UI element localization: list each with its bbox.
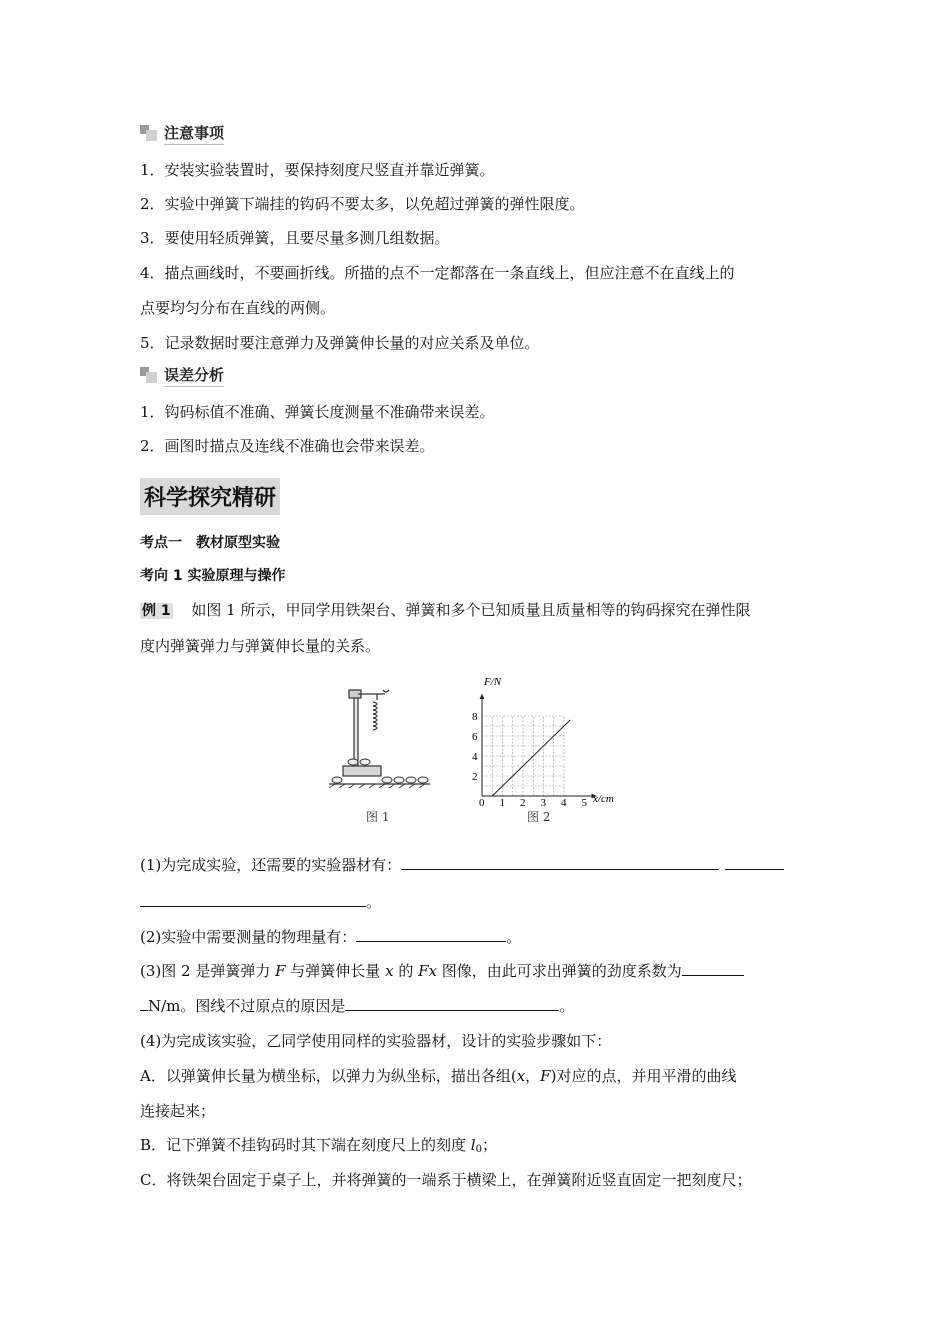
answer-blank[interactable] (725, 855, 784, 870)
section-header-notes (140, 122, 224, 144)
section-header-errors (140, 364, 224, 386)
answer-blank[interactable] (140, 892, 366, 907)
var-l: l (470, 1136, 476, 1154)
error-item: 1．钩码标值不准确、弹簧长度测量不准确带来误差。 (140, 403, 495, 421)
chart-series (492, 720, 570, 796)
punct: 。 (366, 893, 382, 911)
y-tick-label: 2 (472, 771, 478, 783)
example-text: 如图 1 所示，甲同学用铁架台、弹簧和多个已知质量且质量相等的钩码探究在弹性限 (191, 601, 751, 619)
subscript: 0 (475, 1144, 482, 1155)
point-heading: 考点一 教材原型实验 (140, 535, 280, 551)
section-title: 注意事项 (164, 122, 224, 145)
q3-text: (3)图 2 是弹簧弹力 (140, 962, 276, 980)
direction-heading: 考向 1 实验原理与操作 (140, 568, 286, 584)
question-1 (140, 855, 784, 875)
question-4: (4)为完成该实验，乙同学使用同样的实验器材，设计的实验步骤如下： (140, 1032, 612, 1050)
note-item: 点要均匀分布在直线的两侧。 (140, 299, 336, 317)
section-square-icon (140, 125, 158, 141)
figure-1-caption: 图 1 (366, 810, 390, 824)
punct: 。 (559, 997, 575, 1015)
y-tick-label: 4 (472, 751, 478, 763)
chart-ticks (472, 711, 588, 806)
section-title: 误差分析 (164, 364, 224, 387)
example-line-2: 度内弹簧弹力与弹簧伸长量的关系。 (140, 637, 381, 655)
note-item: 5．记录数据时要注意弹力及弹簧伸长量的对应关系及单位。 (140, 334, 540, 352)
q3-text: 图像，由此可求出弹簧的劲度系数为 (436, 962, 682, 980)
question-2 (140, 927, 521, 947)
y-tick-label: 8 (472, 711, 478, 723)
punct: 。 (506, 928, 522, 946)
stand-rod (354, 696, 358, 766)
step-a (140, 1066, 736, 1086)
y-axis-arrow (480, 694, 485, 699)
x-tick-label: 0 (479, 797, 485, 806)
figure-2-caption: 图 2 (527, 810, 551, 824)
note-item: 2．实验中弹簧下端挂的钩码不要太多，以免超过弹簧的弹性限度。 (140, 195, 585, 213)
q3-text: 与弹簧伸长量 (285, 962, 386, 980)
question-1-text: (1)为完成实验，还需要的实验器材有： (140, 856, 402, 874)
example-label: 例 1 (142, 603, 171, 619)
x-tick-label: 5 (581, 797, 587, 806)
figure-1-apparatus (325, 684, 435, 796)
answer-blank[interactable] (682, 961, 744, 976)
q3-text: 的 (393, 962, 419, 980)
note-item: 4．描点画线时，不要画折线。所描的点不一定都落在一条直线上，但应注意不在直线上的 (140, 264, 735, 282)
x-tick-label: 4 (561, 797, 567, 806)
answer-blank[interactable] (356, 927, 506, 942)
punct: ， (525, 1067, 541, 1085)
step-b-text: B．记下弹簧不挂钩码时其下端在刻度尺上的刻度 (140, 1136, 471, 1154)
var-F: F (275, 962, 286, 980)
answer-blank[interactable] (401, 855, 719, 870)
error-item: 2．画图时描点及连线不准确也会带来误差。 (140, 437, 435, 455)
question-1-cont (140, 892, 381, 912)
chapter-title: 科学探究精研 (140, 478, 280, 515)
var-x: x (516, 1067, 526, 1085)
x-tick-label: 1 (499, 797, 505, 806)
example-line (140, 600, 751, 621)
x-tick-label: 2 (520, 797, 526, 806)
var-x: x (385, 962, 394, 980)
note-item: 3．要使用轻质弹簧，且要尽量多测几组数据。 (140, 229, 450, 247)
x-tick-label: 3 (540, 797, 546, 806)
chart-grid (482, 716, 564, 796)
chart-xlabel: x/cm (593, 793, 614, 805)
note-item: 1．安装实验装置时，要保持刻度尺竖直并靠近弹簧。 (140, 161, 495, 179)
var-Fx: Fx (418, 962, 437, 980)
step-b (140, 1135, 497, 1160)
chart-ylabel: F/N (484, 676, 502, 688)
figure-2-chart (462, 672, 622, 806)
series-line (492, 720, 570, 796)
question-2-text: (2)实验中需要测量的物理量有： (140, 928, 357, 946)
var-F: F (540, 1067, 551, 1085)
answer-blank[interactable] (140, 996, 148, 1011)
section-square-icon (140, 367, 158, 383)
step-a-cont: 连接起来； (140, 1102, 216, 1120)
answer-blank[interactable] (345, 996, 559, 1011)
q3-text: N/m。图线不过原点的原因是 (148, 997, 346, 1015)
y-tick-label: 6 (472, 731, 478, 743)
spring-coil (373, 702, 377, 730)
step-a-text: A．以弹簧伸长量为横坐标，以弹力为纵坐标，描出各组( (140, 1067, 517, 1085)
stand-knob (383, 690, 389, 692)
step-c: C．将铁架台固定于桌子上，并将弹簧的一端系于横梁上，在弹簧附近竖直固定一把刻度尺； (140, 1171, 752, 1189)
punct: ； (481, 1136, 497, 1154)
question-3 (140, 961, 744, 981)
step-a-text: )对应的点，并用平滑的曲线 (550, 1067, 737, 1085)
question-3-cont (140, 996, 574, 1016)
stand-base (343, 766, 381, 776)
